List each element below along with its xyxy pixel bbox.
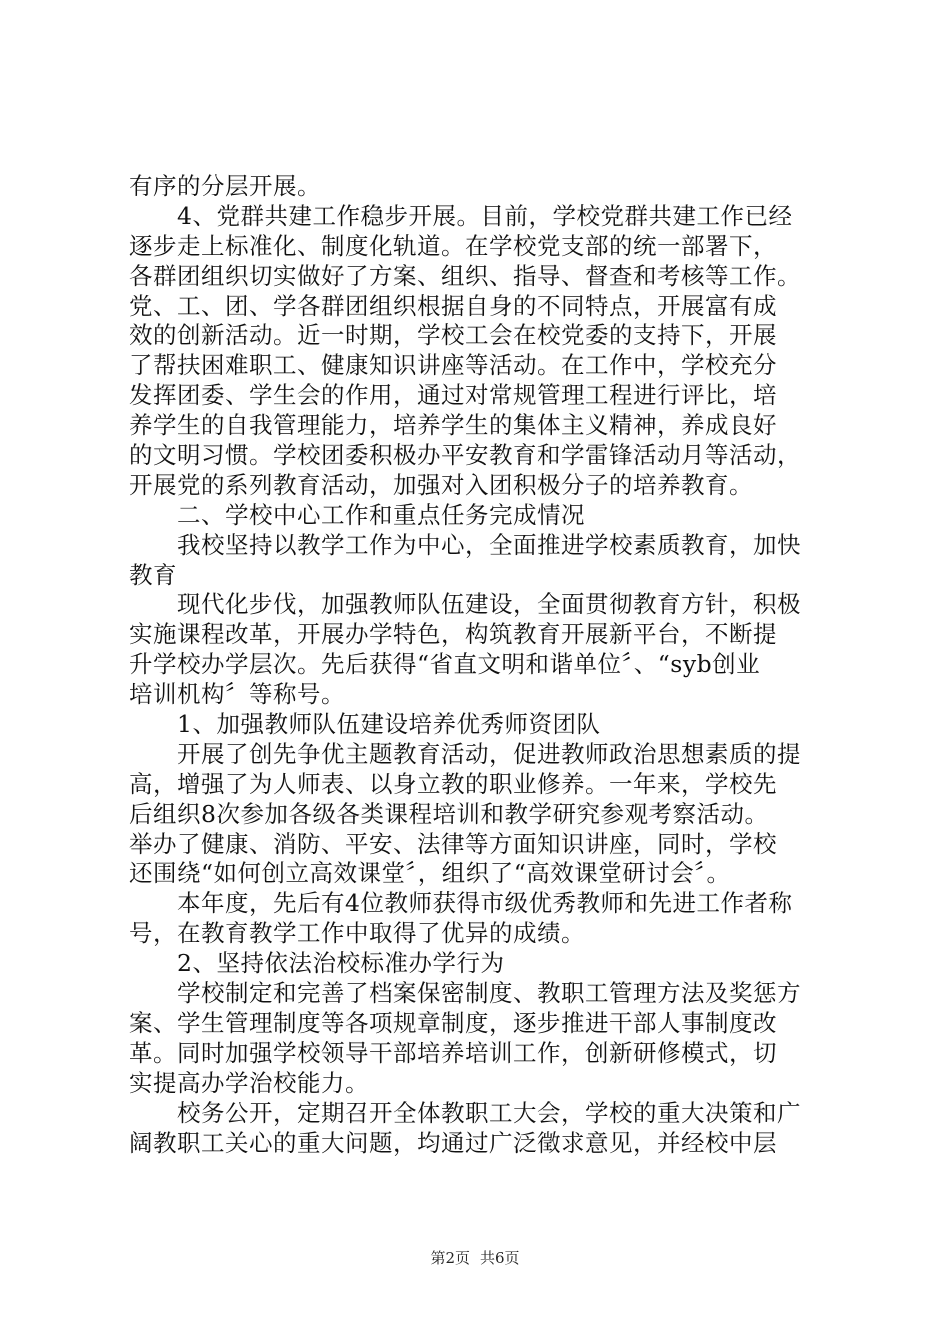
text-line: 现代化步伐，加强教师队伍建设，全面贯彻教育方针，积极 xyxy=(177,590,801,619)
text-line: 有序的分层开展。 xyxy=(129,172,321,200)
text-line: 升学校办学层次。先后获得“省直文明和谐单位〞、“syb创业 xyxy=(129,650,761,679)
text-line: 高，增强了为人师表、以身立教的职业修养。一年来，学校先 xyxy=(129,769,777,798)
text-line: 逐步走上标准化、制度化轨道。在学校党支部的统一部署下， xyxy=(129,231,777,260)
text-line: 开展党的系列教育活动，加强对入团积极分子的培养教育。 xyxy=(129,470,753,499)
text-line: 实施课程改革，开展办学特色，构筑教育开展新平台，不断提 xyxy=(129,620,777,649)
text-line: 开展了创先争优主题教育活动，促进教师政治思想素质的提 xyxy=(177,739,801,768)
text-line: 还围绕“如何创立高效课堂〞，组织了“高效课堂研讨会〞。 xyxy=(129,859,731,888)
document-body xyxy=(129,172,829,1158)
text-line: 号，在教育教学工作中取得了优异的成绩。 xyxy=(129,919,585,948)
text-line: 案、学生管理制度等各项规章制度，逐步推进干部人事制度改 xyxy=(129,1008,777,1037)
text-line: 实提高办学治校能力。 xyxy=(129,1068,369,1097)
text-line: 后组织8次参加各级各类课程培训和教学研究参观考察活动。 xyxy=(129,799,769,828)
text-line: 教育 xyxy=(129,560,177,589)
text-line: 的文明习惯。学校团委积极办平安教育和学雷锋活动月等活动， xyxy=(129,441,801,470)
text-line: 各群团组织切实做好了方案、组织、指导、督查和考核等工作。 xyxy=(129,261,801,290)
text-line: 我校坚持以教学工作为中心，全面推进学校素质教育，加快 xyxy=(177,530,801,559)
page-footer xyxy=(0,1247,950,1268)
page-number: 第2页 xyxy=(430,1249,470,1267)
text-line: 了帮扶困难职工、健康知识讲座等活动。在工作中，学校充分 xyxy=(129,351,777,380)
text-line: 培训机构〞等称号。 xyxy=(129,680,345,709)
text-line: 学校制定和完善了档案保密制度、教职工管理方法及奖惩方 xyxy=(177,979,801,1008)
text-line: 举办了健康、消防、平安、法律等方面知识讲座，同时，学校 xyxy=(129,829,777,858)
text-line: 阔教职工关心的重大问题，均通过广泛徵求意见，并经校中层 xyxy=(129,1128,777,1157)
text-line: 革。同时加强学校领导干部培养培训工作，创新研修模式，切 xyxy=(129,1038,777,1067)
page-total: 共6页 xyxy=(480,1249,520,1267)
text-line: 养学生的自我管理能力，培养学生的集体主义精神，养成良好 xyxy=(129,411,777,440)
text-line: 效的创新活动。近一时期，学校工会在校党委的支持下，开展 xyxy=(129,321,777,350)
text-line: 2、坚持依法治校标准办学行为 xyxy=(177,949,505,978)
text-line: 党、工、团、学各群团组织根据自身的不同特点，开展富有成 xyxy=(129,291,777,320)
text-line: 本年度，先后有4位教师获得市级优秀教师和先进工作者称 xyxy=(177,889,793,918)
text-line: 4、党群共建工作稳步开展。目前，学校党群共建工作已经 xyxy=(177,201,793,230)
text-line: 发挥团委、学生会的作用，通过对常规管理工程进行评比，培 xyxy=(129,381,777,410)
text-line: 校务公开，定期召开全体教职工大会，学校的重大决策和广 xyxy=(177,1098,801,1127)
text-line: 1、加强教师队伍建设培养优秀师资团队 xyxy=(177,710,601,739)
text-line: 二、学校中心工作和重点任务完成情况 xyxy=(177,500,585,529)
